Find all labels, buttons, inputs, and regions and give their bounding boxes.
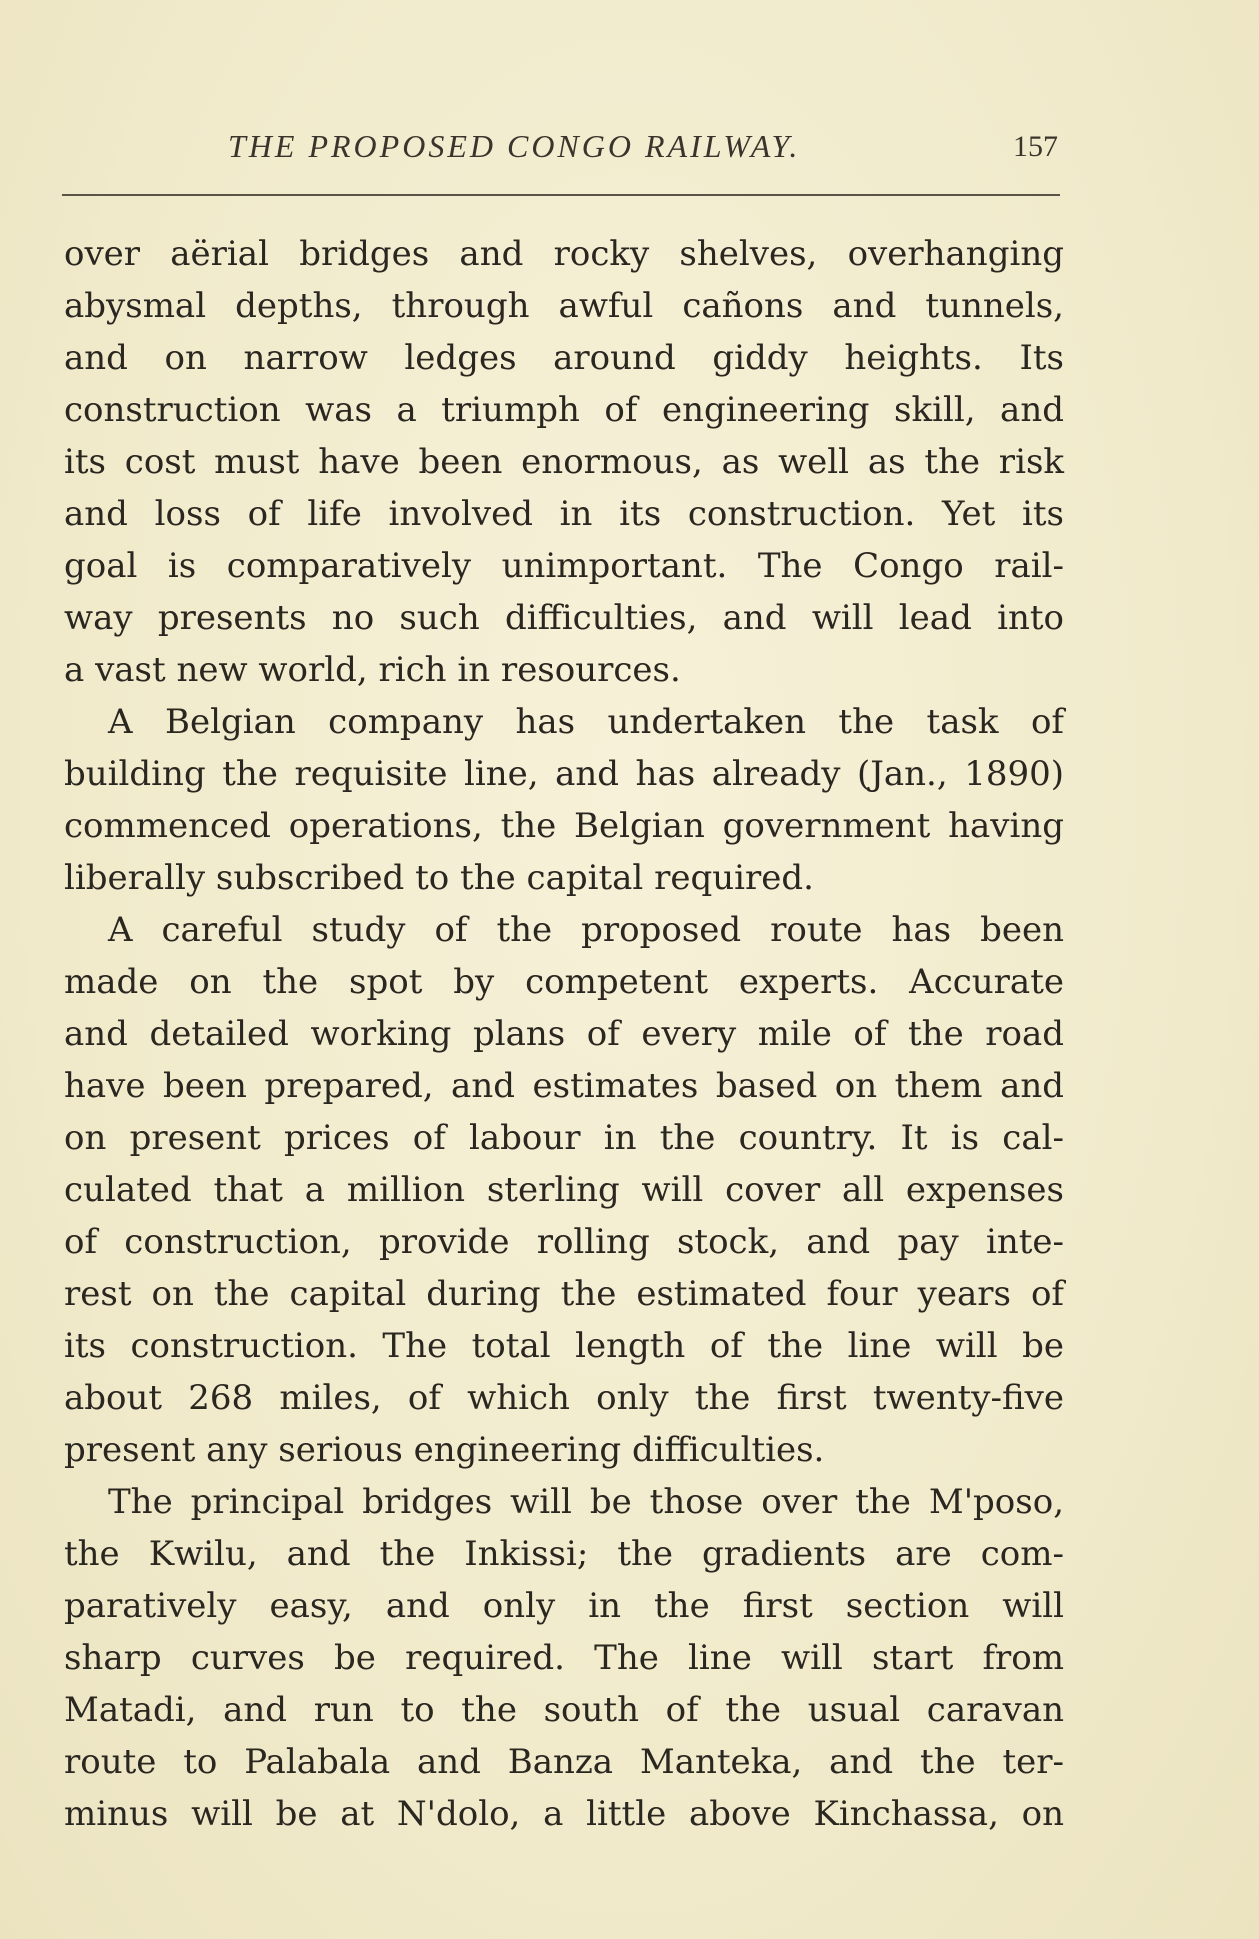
text-line: A careful study of the proposed route has been xyxy=(108,910,1064,950)
text-line: goal is comparatively unimportant. The Congo rail- xyxy=(64,546,1064,586)
text-line: and on narrow ledges around giddy heights. Its xyxy=(64,338,1064,378)
header-rule xyxy=(62,194,1060,196)
text-line: Matadi, and run to the south of the usual caravan xyxy=(64,1690,1064,1730)
text-line: the Kwilu, and the Inkissi; the gradients are com- xyxy=(64,1534,1064,1574)
text-line: culated that a million sterling will cover all expenses xyxy=(64,1170,1064,1210)
text-line: commenced operations, the Belgian government having xyxy=(64,806,1064,846)
text-line: on present prices of labour in the country. It is cal- xyxy=(64,1118,1064,1158)
text-line: way presents no such difficulties, and will lead into xyxy=(64,598,1064,638)
text-line: have been prepared, and estimates based on them and xyxy=(64,1066,1064,1106)
body-text xyxy=(64,228,1064,1840)
text-line: and loss of life involved in its construction. Yet its xyxy=(64,494,1064,534)
text-line: its construction. The total length of the line will be xyxy=(64,1326,1064,1366)
text-line: over aërial bridges and rocky shelves, overhanging xyxy=(64,234,1064,274)
running-title: THE PROPOSED CONGO RAILWAY. xyxy=(228,128,801,164)
text-line: rest on the capital during the estimated four years of xyxy=(64,1274,1064,1314)
page-number: 157 xyxy=(1013,130,1058,163)
text-line: sharp curves be required. The line will start from xyxy=(64,1638,1064,1678)
text-line: of construction, provide rolling stock, and pay inte- xyxy=(64,1222,1064,1262)
text-line: paratively easy, and only in the first section will xyxy=(64,1586,1064,1626)
text-line: abysmal depths, through awful cañons and tunnels, xyxy=(64,286,1064,326)
text-line: construction was a triumph of engineering skill, and xyxy=(64,390,1064,430)
text-line: its cost must have been enormous, as well as the risk xyxy=(64,442,1064,482)
text-line: present any serious engineering difficulties. xyxy=(64,1430,825,1470)
text-line: building the requisite line, and has already (Jan., 1890) xyxy=(64,754,1064,794)
running-head xyxy=(228,128,1058,172)
text-line: made on the spot by competent experts. Accurate xyxy=(64,962,1064,1002)
text-line: a vast new world, rich in resources. xyxy=(64,650,681,690)
text-line: about 268 miles, of which only the first twenty-five xyxy=(64,1378,1064,1418)
text-line: minus will be at N'dolo, a little above Kinchassa, on xyxy=(64,1794,1064,1834)
text-line: and detailed working plans of every mile of the road xyxy=(64,1014,1064,1054)
text-line: A Belgian company has undertaken the task of xyxy=(108,702,1064,742)
text-line: liberally subscribed to the capital required. xyxy=(64,858,814,898)
text-line: route to Palabala and Banza Manteka, and the ter- xyxy=(64,1742,1064,1782)
text-line: The principal bridges will be those over the M'poso, xyxy=(108,1482,1064,1522)
